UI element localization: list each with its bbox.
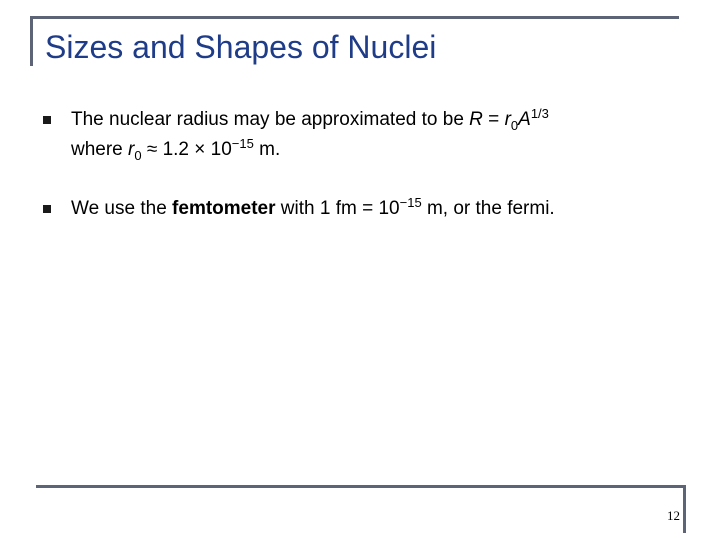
bullet-line [71, 194, 555, 224]
slide-title: Sizes and Shapes of Nuclei [45, 29, 437, 65]
bullet-text: with 1 fm = 10 [275, 198, 400, 219]
r-subscript: 0 [134, 148, 142, 163]
exponent: 1/3 [530, 106, 549, 121]
r-symbol: r [504, 109, 511, 130]
bullet-text: where [71, 139, 129, 160]
approx-value: ≈ 1.2 × 10 [141, 139, 232, 160]
r-subscript: 0 [510, 118, 519, 133]
page-number: 12 [667, 508, 680, 523]
exponent: −15 [231, 136, 254, 151]
footer-right-rule [683, 485, 686, 533]
title-frame-top-rule [30, 16, 679, 19]
bullet-line [71, 105, 549, 135]
r-symbol: r [128, 139, 135, 160]
mass-number-symbol: A [518, 109, 531, 130]
footer-rule [36, 485, 686, 488]
bullet-text: The nuclear radius may be approximated to be [71, 109, 470, 130]
bold-term: femtometer [172, 198, 276, 219]
exponent: −15 [399, 195, 422, 210]
bullet-text: We use the [71, 198, 173, 219]
square-bullet-icon [43, 116, 51, 124]
equals-sign: = [482, 109, 505, 130]
bullet-item-nuclear-radius [71, 105, 549, 165]
unit-text: m. [253, 139, 281, 160]
bullet-text: m, or the fermi. [421, 198, 555, 219]
bullet-line [71, 135, 549, 165]
bullet-item-femtometer [71, 194, 555, 224]
square-bullet-icon [43, 205, 51, 213]
title-frame-left-rule [30, 16, 33, 66]
radius-symbol: R [469, 109, 483, 130]
